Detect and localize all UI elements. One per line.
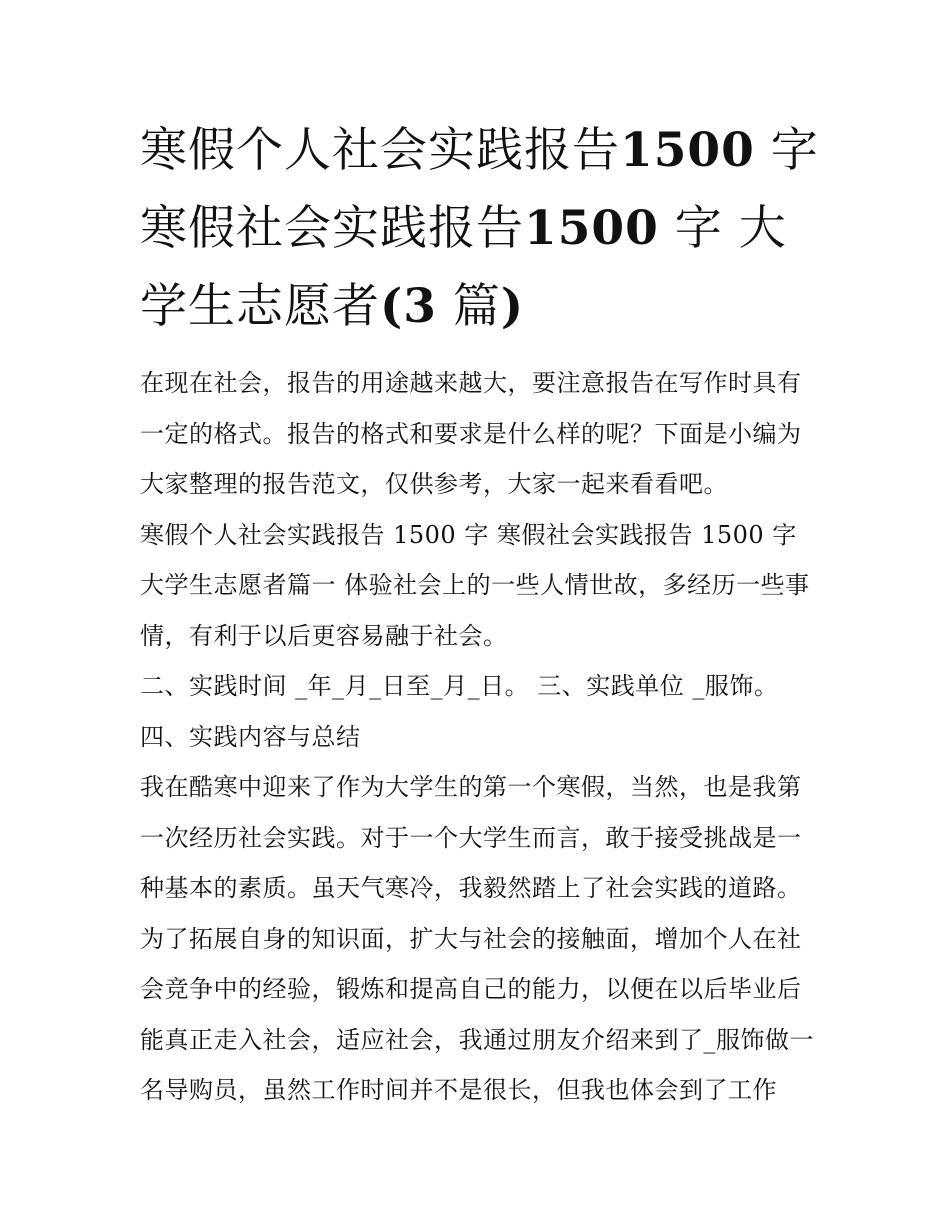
document-body bbox=[140, 358, 820, 1116]
title-part: 寒假个人社会实践报告 bbox=[140, 123, 620, 178]
section-one-paragraph: 寒假个人社会实践报告 1500 字 寒假社会实践报告 1500 字 大学生志愿者篇一 体验社会上的一些人情世故，多经历一些事情，有利于以后更容易融于社会。 bbox=[140, 520, 810, 650]
title-part: 1500 bbox=[524, 201, 659, 256]
title-part: 篇 bbox=[436, 279, 501, 334]
title-part: ) bbox=[500, 279, 525, 334]
title-part: (3 bbox=[380, 279, 437, 334]
title-part: 字寒假社会实践报告 bbox=[140, 123, 819, 256]
practice-time-paragraph: 二、实践时间 _年_月_日至_月_日。 三、实践单位 _服饰。 bbox=[140, 672, 779, 700]
intro-paragraph: 在现在社会，报告的用途越来越大，要注意报告在写作时具有一定的格式。报告的格式和要求是什么样的呢？下面是小编为大家整理的报告范文，仅供参考，大家一起来看看吧。 bbox=[140, 369, 802, 498]
title-part: 1500 bbox=[620, 123, 755, 178]
document-title bbox=[140, 112, 820, 346]
section-heading: 四、实践内容与总结 bbox=[140, 722, 361, 751]
document-page bbox=[140, 112, 820, 1116]
summary-paragraph: 我在酷寒中迎来了作为大学生的第一个寒假，当然，也是我第一次经历社会实践。对于一个大学生而言，敢于接受挑战是一种基本的素质。虽天气寒冷，我毅然踏上了社会实践的道路。为了拓展自身的知识面，扩大与社会的接触面，增加个人在社会竞争中的经验，锻炼和提高自己的能力，以便在以后毕业后能真正走入社会，适应社会，我通过朋友介绍来到了_服饰做一名导购员，虽然工作时间并不是很长，但我也体会到了工作 bbox=[140, 773, 814, 1104]
title-part: 字 大学生志愿者 bbox=[140, 201, 787, 334]
